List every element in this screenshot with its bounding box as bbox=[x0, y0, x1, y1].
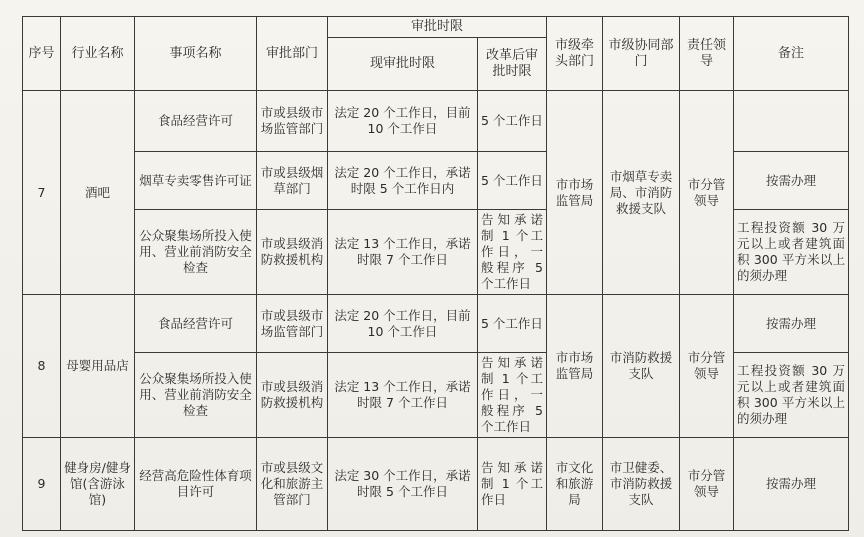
remark-cell bbox=[734, 91, 849, 152]
remark-cell: 按需办理 bbox=[734, 295, 849, 353]
leader-cell: 市分管领导 bbox=[680, 438, 734, 531]
remark-cell: 按需办理 bbox=[734, 438, 849, 531]
reformed-time-cell: 5 个工作日 bbox=[478, 295, 547, 353]
reformed-time-cell: 告知承诺制 1 个工作日 bbox=[478, 438, 547, 531]
header-leader: 责任领导 bbox=[680, 17, 734, 91]
coop-dept-cell: 市消防救援支队 bbox=[603, 295, 680, 438]
item-cell: 食品经营许可 bbox=[135, 295, 257, 353]
item-cell: 烟草专卖零售许可证 bbox=[135, 152, 257, 210]
current-time-cell: 法定 20 个工作日，目前 10 个工作日 bbox=[328, 91, 478, 152]
header-seq: 序号 bbox=[23, 17, 61, 91]
industry-cell: 健身房/健身馆(含游泳馆) bbox=[61, 438, 135, 531]
item-cell: 公众聚集场所投入使用、营业前消防安全检查 bbox=[135, 353, 257, 438]
table-row bbox=[23, 438, 849, 531]
approval-table bbox=[22, 16, 849, 531]
leader-cell: 市分管领导 bbox=[680, 295, 734, 438]
dept-cell: 市或县级消防救援机构 bbox=[257, 353, 328, 438]
industry-cell: 酒吧 bbox=[61, 91, 135, 295]
leader-cell: 市分管领导 bbox=[680, 91, 734, 295]
header-industry: 行业名称 bbox=[61, 17, 135, 91]
dept-cell: 市或县级烟草部门 bbox=[257, 152, 328, 210]
item-cell: 食品经营许可 bbox=[135, 91, 257, 152]
header-current-time: 现审批时限 bbox=[328, 38, 478, 91]
reformed-time-cell: 告知承诺制 1 个工作日，一般程序 5 个工作日 bbox=[478, 353, 547, 438]
header-reformed-time: 改革后审批时限 bbox=[478, 38, 547, 91]
item-cell: 经营高危险性体育项目许可 bbox=[135, 438, 257, 531]
header-dept: 审批部门 bbox=[257, 17, 328, 91]
lead-dept-cell: 市市场监管局 bbox=[547, 295, 603, 438]
dept-cell: 市或县级文化和旅游主管部门 bbox=[257, 438, 328, 531]
dept-cell: 市或县级市场监管部门 bbox=[257, 91, 328, 152]
dept-cell: 市或县级消防救援机构 bbox=[257, 210, 328, 295]
current-time-cell: 法定 30 个工作日，承诺时限 5 个工作日 bbox=[328, 438, 478, 531]
current-time-cell: 法定 13 个工作日，承诺时限 7 个工作日 bbox=[328, 353, 478, 438]
table-row bbox=[23, 295, 849, 353]
remark-cell: 工程投资额 30 万元以上或者建筑面积 300 平方米以上的须办理 bbox=[734, 353, 849, 438]
reformed-time-cell: 告知承诺制 1 个工作日，一般程序 5 个工作日 bbox=[478, 210, 547, 295]
header-lead-dept: 市级牵头部门 bbox=[547, 17, 603, 91]
item-cell: 公众聚集场所投入使用、营业前消防安全检查 bbox=[135, 210, 257, 295]
coop-dept-cell: 市烟草专卖局、市消防救援支队 bbox=[603, 91, 680, 295]
lead-dept-cell: 市文化和旅游局 bbox=[547, 438, 603, 531]
header-item: 事项名称 bbox=[135, 17, 257, 91]
reformed-time-cell: 5 个工作日 bbox=[478, 91, 547, 152]
lead-dept-cell: 市市场监管局 bbox=[547, 91, 603, 295]
header-time-group: 审批时限 bbox=[328, 17, 547, 38]
remark-cell: 工程投资额 30 万元以上或者建筑面积 300 平方米以上的须办理 bbox=[734, 210, 849, 295]
seq-cell: 9 bbox=[23, 438, 61, 531]
table-row bbox=[23, 91, 849, 152]
current-time-cell: 法定 20 个工作日，承诺时限 5 个工作日内 bbox=[328, 152, 478, 210]
reformed-time-cell: 5 个工作日 bbox=[478, 152, 547, 210]
header-remark: 备注 bbox=[734, 17, 849, 91]
remark-cell: 按需办理 bbox=[734, 152, 849, 210]
current-time-cell: 法定 20 个工作日，目前 10 个工作日 bbox=[328, 295, 478, 353]
seq-cell: 7 bbox=[23, 91, 61, 295]
industry-cell: 母婴用品店 bbox=[61, 295, 135, 438]
seq-cell: 8 bbox=[23, 295, 61, 438]
current-time-cell: 法定 13 个工作日，承诺时限 7 个工作日 bbox=[328, 210, 478, 295]
header-coop-dept: 市级协同部门 bbox=[603, 17, 680, 91]
dept-cell: 市或县级市场监管部门 bbox=[257, 295, 328, 353]
coop-dept-cell: 市卫健委、市消防救援支队 bbox=[603, 438, 680, 531]
